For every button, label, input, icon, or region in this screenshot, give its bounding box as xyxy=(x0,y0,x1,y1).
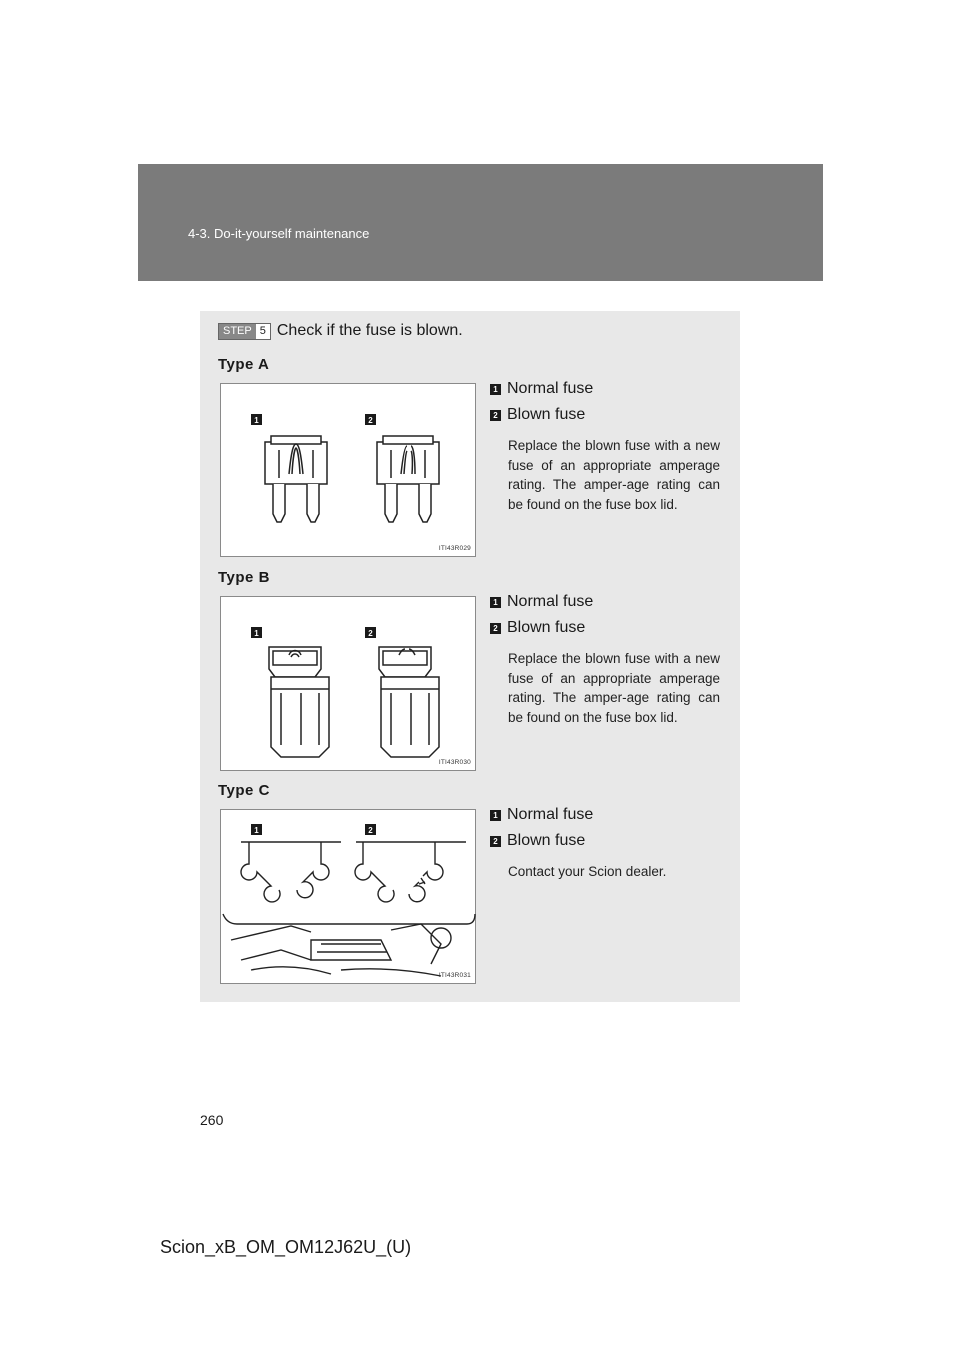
type-c-legend xyxy=(490,802,720,882)
legend-item-normal xyxy=(490,376,720,402)
legend-blown-label: Blown fuse xyxy=(507,832,586,849)
callout-1-icon: 1 xyxy=(490,810,501,821)
document-footer: Scion_xB_OM_OM12J62U_(U) xyxy=(160,1237,412,1257)
callout-2: 2 xyxy=(368,826,373,835)
callout-2-icon: 2 xyxy=(490,623,501,634)
legend-item-blown xyxy=(490,615,720,641)
callout-2: 2 xyxy=(368,416,373,425)
figure-code: ITI43R030 xyxy=(438,759,471,766)
step-instruction xyxy=(218,322,463,340)
type-c-figure xyxy=(220,809,476,984)
figure-code: ITI43R029 xyxy=(438,545,471,552)
type-b-legend xyxy=(490,589,720,727)
type-a-legend xyxy=(490,376,720,514)
mini-fuse-illustration xyxy=(221,384,477,558)
step-badge xyxy=(218,323,271,340)
legend-blown-label: Blown fuse xyxy=(507,619,586,636)
normal-fuse-drawing xyxy=(265,436,327,522)
type-b-figure xyxy=(220,596,476,771)
type-b-label: Type B xyxy=(218,569,270,586)
legend-item-normal xyxy=(490,802,720,828)
fusible-link-drawing xyxy=(223,842,475,976)
blown-cartridge-drawing xyxy=(379,647,439,757)
section-header xyxy=(138,164,823,281)
legend-blown-label: Blown fuse xyxy=(507,406,586,423)
legend-item-blown xyxy=(490,828,720,854)
type-a-figure xyxy=(220,383,476,557)
step-badge-number: 5 xyxy=(259,324,266,337)
callout-1-icon: 1 xyxy=(490,597,501,608)
content-panel xyxy=(200,311,740,1002)
callout-2-icon: 2 xyxy=(490,410,501,421)
fusible-link-illustration xyxy=(221,810,477,985)
type-a-note: Replace the blown fuse with a new fuse of an appropriate amperage rating. The amper-age rating can be found on the fuse box lid. xyxy=(508,438,720,512)
legend-normal-label: Normal fuse xyxy=(507,593,594,610)
type-b-note: Replace the blown fuse with a new fuse of an appropriate amperage rating. The amper-age rating can be found on the fuse box lid. xyxy=(508,651,720,725)
normal-cartridge-drawing xyxy=(269,647,329,757)
page-number: 260 xyxy=(200,1112,224,1128)
legend-item-blown xyxy=(490,402,720,428)
callout-1: 1 xyxy=(254,629,259,638)
step-badge-label: STEP xyxy=(219,324,256,339)
callout-2-icon: 2 xyxy=(490,836,501,847)
section-title: 4-3. Do-it-yourself maintenance xyxy=(188,226,370,241)
callout-2: 2 xyxy=(368,629,373,638)
figure-code: ITI43R031 xyxy=(438,972,471,979)
legend-normal-label: Normal fuse xyxy=(507,806,594,823)
callout-1-icon: 1 xyxy=(490,384,501,395)
legend-item-normal xyxy=(490,589,720,615)
step-text: Check if the fuse is blown. xyxy=(276,322,463,339)
blown-fuse-drawing xyxy=(377,436,439,522)
type-a-label: Type A xyxy=(218,356,270,373)
type-c-note: Contact your Scion dealer. xyxy=(508,864,667,879)
legend-normal-label: Normal fuse xyxy=(507,380,594,397)
type-c-label: Type C xyxy=(218,782,270,799)
callout-1: 1 xyxy=(254,416,259,425)
cartridge-fuse-illustration xyxy=(221,597,477,772)
callout-1: 1 xyxy=(254,826,259,835)
